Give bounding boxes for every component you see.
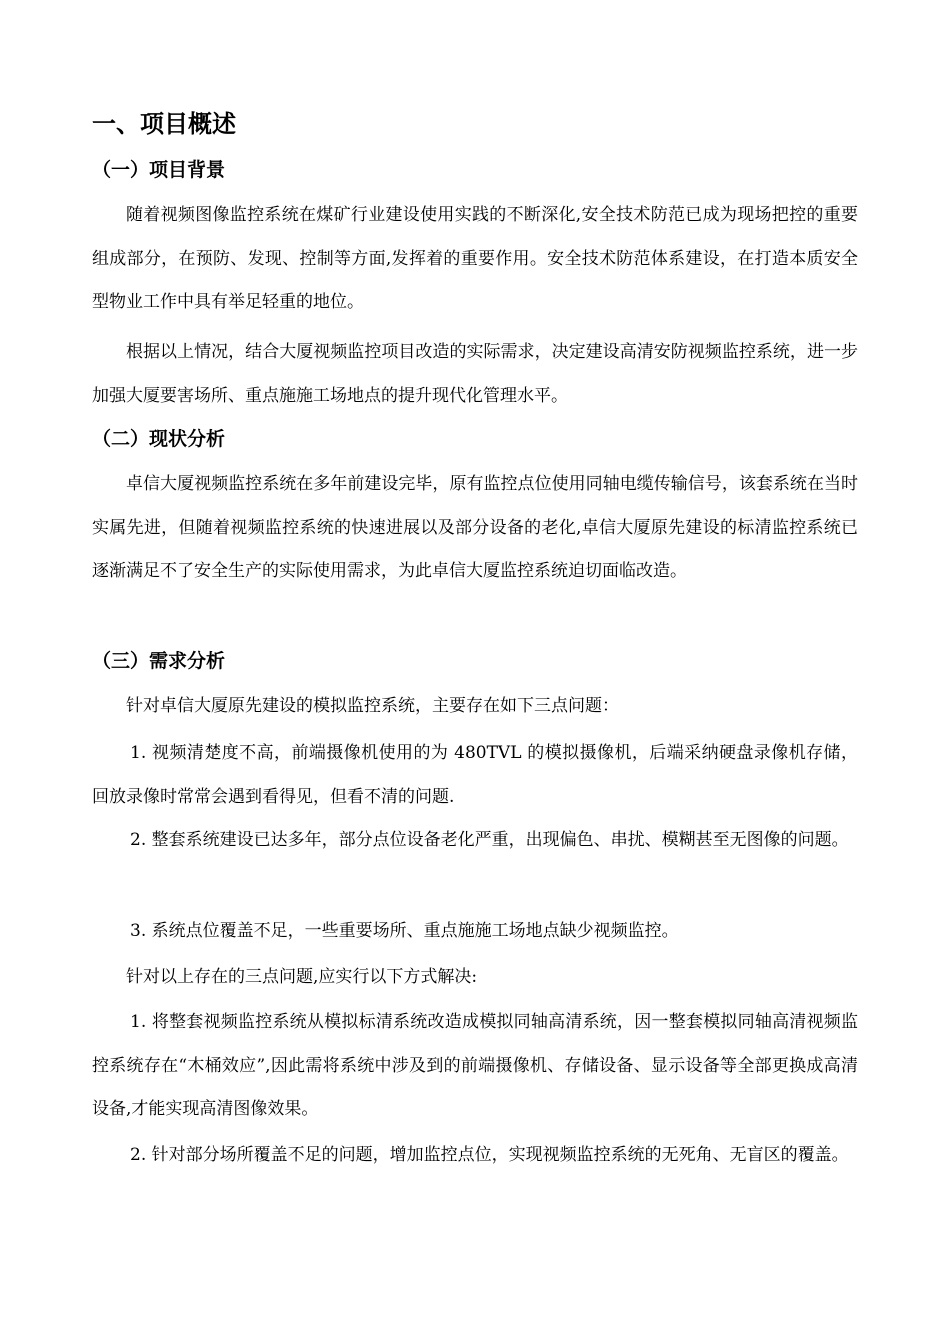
paragraph-background-1: 随着视频图像监控系统在煤矿行业建设使用实践的不断深化,安全技术防范已成为现场把控的重要组成部分，在预防、发现、控制等方面,发挥着的重要作用。安全技术防范体系建设，在打造本质安全型物业工作中具有举足轻重的地位。 — [92, 205, 858, 312]
list-item-solution-1: 1. 将整套视频监控系统从模拟标清系统改造成模拟同轴高清系统，因一整套模拟同轴高清视频监控系统存在“木桶效应”,因此需将系统中涉及到的前端摄像机、存储设备、显示设备等全部更换成高清设备,才能实现高清图像效果。 — [92, 1012, 858, 1119]
paragraph-requirements-intro: 针对卓信大厦原先建设的模拟监控系统，主要存在如下三点问题： — [126, 696, 619, 716]
paragraph-status-1: 卓信大厦视频监控系统在多年前建设完毕，原有监控点位使用同轴电缆传输信号，该套系统在当时实属先进，但随着视频监控系统的快速进展以及部分设备的老化,卓信大厦原先建设的标清监控系统已逐渐满足不了安全生产的实际使用需求，为此卓信大厦监控系统迫切面临改造。 — [92, 474, 858, 581]
list-item-problem-3: 3. 系统点位覆盖不足，一些重要场所、重点施施工场地点缺少视频监控。 — [130, 921, 679, 941]
paragraph-background-2: 根据以上情况，结合大厦视频监控项目改造的实际需求，决定建设高清安防视频监控系统，进一步加强大厦要害场所、重点施施工场地点的提升现代化管理水平。 — [92, 342, 858, 406]
list-item-problem-1: 1. 视频清楚度不高，前端摄像机使用的为 480TVL 的模拟摄像机，后端采纳硬盘录像机存储，回放录像时常常会遇到看得见，但看不清的问题. — [92, 743, 858, 807]
section-title-status: （二）现状分析 — [92, 428, 226, 450]
chapter-heading: 一、项目概述 — [92, 110, 236, 138]
section-title-requirements: （三）需求分析 — [92, 650, 226, 672]
paragraph-solutions-intro: 针对以上存在的三点问题,应实行以下方式解决: — [126, 967, 478, 987]
list-item-solution-2: 2. 针对部分场所覆盖不足的问题，增加监控点位，实现视频监控系统的无死角、无盲区的覆盖。 — [130, 1145, 849, 1165]
list-item-problem-2: 2. 整套系统建设已达多年，部分点位设备老化严重，出现偏色、串扰、模糊甚至无图像的问题。 — [130, 830, 849, 850]
section-title-background: （一）项目背景 — [92, 159, 226, 181]
